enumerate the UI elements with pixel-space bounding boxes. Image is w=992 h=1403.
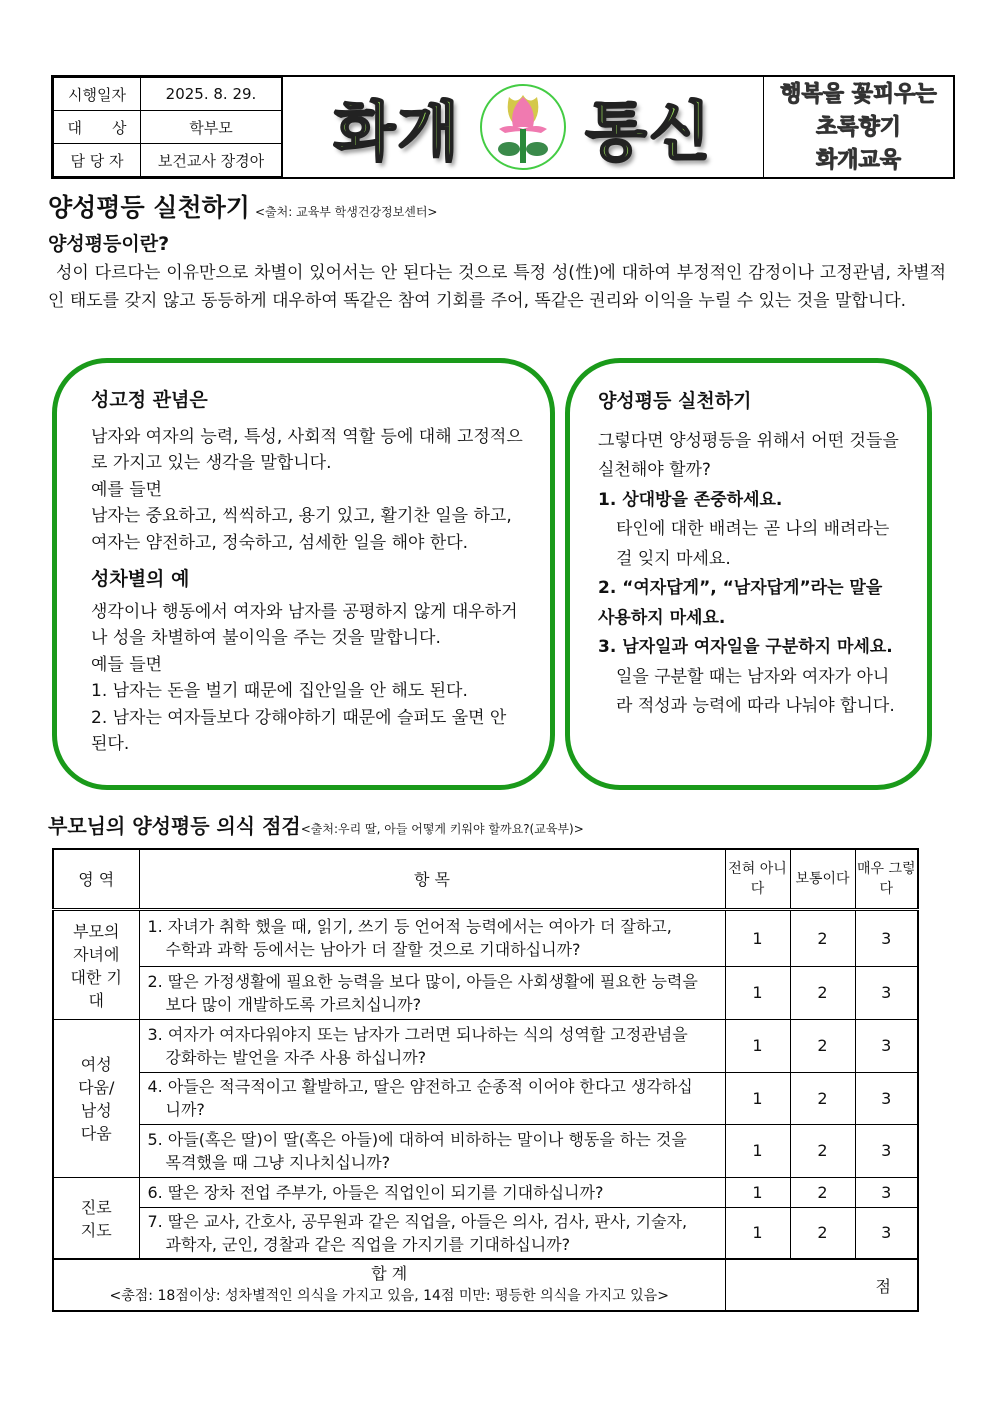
- item-cell: [139, 1124, 725, 1177]
- score-3[interactable]: 3: [855, 909, 918, 966]
- table-row: [53, 909, 918, 966]
- total-note: <총점: 18점이상: 성차별적인 의식을 가지고 있음, 14점 미만: 평등한 의식을 가지고 있음>: [109, 1288, 669, 1304]
- item-text: 2. 딸은 가정생활에 필요한 능력을 보다 많이, 아들은 사회생활에 필요한 능력을: [147, 971, 698, 991]
- score-2[interactable]: 2: [790, 1019, 855, 1072]
- score-3[interactable]: 3: [855, 1124, 918, 1177]
- title-left: 화개: [333, 96, 461, 170]
- info-table: [53, 77, 282, 177]
- checklist-table: [52, 848, 919, 1312]
- table-row: [53, 966, 918, 1019]
- list-item: 2. “여자답게”, “남자답게”라는 말을 사용하지 마세요.: [598, 578, 883, 628]
- score-1[interactable]: 1: [725, 1072, 790, 1124]
- item-text: 강화하는 발언을 자주 사용 하십니까?: [165, 1047, 427, 1067]
- page-title: 양성평등 실천하기: [48, 193, 250, 222]
- score-3[interactable]: 3: [855, 1072, 918, 1124]
- box-text: 예들 들면: [91, 654, 163, 675]
- area-cell: 진로 지도: [53, 1177, 139, 1259]
- score-1[interactable]: 1: [725, 1124, 790, 1177]
- box-text: 예를 들면: [91, 479, 163, 500]
- table-row: [53, 1072, 918, 1124]
- score-3[interactable]: 3: [855, 1177, 918, 1207]
- item-text: 보다 많이 개발하도록 가르치십니까?: [165, 994, 422, 1014]
- table-row: [53, 1019, 918, 1072]
- table-row: [53, 1177, 918, 1207]
- header-cell: 항 목: [139, 849, 725, 909]
- list-item: 1. 남자는 돈을 벌기 때문에 집안일을 안 해도 된다.: [91, 681, 468, 701]
- box-heading: 성고정 관념은: [91, 389, 208, 411]
- area-cell: 여성 다움/ 남성 다움: [53, 1019, 139, 1177]
- score-2[interactable]: 2: [790, 1124, 855, 1177]
- box-heading: 성차별의 예: [91, 568, 190, 590]
- item-cell: [139, 909, 725, 966]
- item-text: 목격했을 때 그냥 지나치십니까?: [165, 1152, 391, 1172]
- slogan-line: 화개교육: [815, 147, 901, 173]
- brand-title: [282, 77, 764, 177]
- item-text: 1. 자녀가 취학 했을 때, 읽기, 쓰기 등 언어적 능력에서는 여아가 더 잘하고,: [147, 917, 672, 936]
- score-2[interactable]: 2: [790, 1072, 855, 1124]
- total-cell: [53, 1259, 725, 1311]
- definition-paragraph: 성이 다르다는 이유만으로 차별이 있어서는 안 된다는 것으로 특정 성(性)에 대하여 부정적인 감정이나 고정관념, 차별적인 태도를 갖지 않고 동등하게 대우하여 똑같은 참여 기회를 주어, 똑같은 권리와 이익을 누릴 수 있는 것을 말합니다.: [48, 263, 946, 311]
- total-score[interactable]: 점: [725, 1259, 918, 1311]
- header-cell: 영 역: [53, 849, 139, 909]
- score-1[interactable]: 1: [725, 966, 790, 1019]
- score-3[interactable]: 3: [855, 1019, 918, 1072]
- item-text: 니까?: [165, 1100, 205, 1119]
- slogan-line: 초록향기: [815, 114, 901, 140]
- item-text: 5. 아들(혹은 딸)이 딸(혹은 아들)에 대하여 비하하는 말이나 행동을 하는 것을: [147, 1129, 687, 1149]
- section2-title: [48, 810, 584, 839]
- score-2[interactable]: 2: [790, 909, 855, 966]
- item-cell: [139, 1207, 725, 1259]
- header-cell: 전혀 아니다: [725, 849, 790, 909]
- title-right: 통신: [585, 96, 713, 170]
- info-label: 담 당 자: [54, 144, 141, 177]
- subtitle: 양성평등이란?: [48, 233, 170, 255]
- total-row: [53, 1259, 918, 1311]
- info-value: 보건교사 장경아: [141, 144, 282, 177]
- score-3[interactable]: 3: [855, 1207, 918, 1259]
- item-text: 과학자, 군인, 경찰과 같은 직업을 가지기를 기대하십니까?: [165, 1234, 571, 1254]
- score-3[interactable]: 3: [855, 966, 918, 1019]
- score-1[interactable]: 1: [725, 1177, 790, 1207]
- section-heading: 부모님의 양성평등 의식 점검: [48, 814, 301, 838]
- box-text: 남자와 여자의 능력, 특성, 사회적 역할 등에 대해 고정적으로 가지고 있는 생각을 말합니다.: [91, 426, 523, 473]
- header-cell: 보통이다: [790, 849, 855, 909]
- box-text: 그렇다면 양성평등을 위해서 어떤 것들을 실천해야 할까?: [598, 430, 899, 480]
- slogan-line: 행복을 꽃피우는: [780, 81, 937, 107]
- flower-logo-icon: [479, 83, 567, 171]
- item-cell: [139, 1072, 725, 1124]
- stereotype-box: [52, 358, 555, 790]
- score-1[interactable]: 1: [725, 1207, 790, 1259]
- source-note: <출처:우리 딸, 아들 어떻게 키워야 할까요?(교육부)>: [300, 822, 584, 836]
- table-row: [53, 1207, 918, 1259]
- info-value: 2025. 8. 29.: [141, 78, 282, 111]
- item-text: 7. 딸은 교사, 간호사, 공무원과 같은 직업을, 아들은 의사, 검사, 판사, 기술자,: [147, 1211, 688, 1231]
- table-row: [53, 1124, 918, 1177]
- list-item: 3. 남자일과 여자일을 구분하지 마세요.: [598, 637, 893, 657]
- score-1[interactable]: 1: [725, 1019, 790, 1072]
- box-text: 생각이나 행동에서 여자와 남자를 공평하지 않게 대우하거나 성을 차별하여 불이익을 주는 것을 말합니다.: [91, 601, 518, 648]
- slogan: [764, 77, 953, 177]
- list-item: 2. 남자는 여자들보다 강해야하기 때문에 슬퍼도 울면 안 된다.: [91, 707, 507, 754]
- newsletter-header: [51, 75, 955, 179]
- info-value: 학부모: [141, 111, 282, 144]
- source-note: <출처: 교육부 학생건강정보센터>: [255, 205, 438, 219]
- info-label: 시행일자: [54, 78, 141, 111]
- score-2[interactable]: 2: [790, 966, 855, 1019]
- box-text: 타인에 대한 배려는 곧 나의 배려라는 걸 잊지 마세요.: [616, 519, 890, 569]
- item-text: 수학과 과학 등에서는 남아가 더 잘할 것으로 기대하십니까?: [165, 940, 581, 959]
- score-1[interactable]: 1: [725, 909, 790, 966]
- box-text: 여자는 얌전하고, 정숙하고, 섬세한 일을 해야 한다.: [91, 532, 469, 553]
- box-heading: 양성평등 실천하기: [598, 390, 752, 412]
- item-text: 3. 여자가 여자다워야지 또는 남자가 그러면 되나하는 식의 성역할 고정관념을: [147, 1024, 688, 1044]
- practice-box: [565, 358, 932, 790]
- item-cell: [139, 966, 725, 1019]
- list-item: 1. 상대방을 존중하세요.: [598, 489, 783, 510]
- area-cell: 부모의 자녀에 대한 기대: [53, 909, 139, 1019]
- section-title: [48, 188, 437, 224]
- total-label: 합 계: [371, 1264, 408, 1283]
- box-text: 남자는 중요하고, 씩씩하고, 용기 있고, 활기찬 일을 하고,: [91, 506, 512, 526]
- item-cell: [139, 1019, 725, 1072]
- box-text: 일을 구분할 때는 남자와 여자가 아니라 적성과 능력에 따라 나눠야 합니다.: [616, 666, 895, 716]
- item-text: 6. 딸은 장차 전업 주부가, 아들은 직업인이 되기를 기대하십니까?: [147, 1182, 604, 1202]
- item-text: 4. 아들은 적극적이고 활발하고, 딸은 얌전하고 순종적 이어야 한다고 생각하십: [147, 1077, 693, 1096]
- score-2[interactable]: 2: [790, 1207, 855, 1259]
- header-cell: 매우 그렇다: [855, 849, 918, 909]
- item-cell: [139, 1177, 725, 1207]
- score-2[interactable]: 2: [790, 1177, 855, 1207]
- info-label: 대 상: [54, 111, 141, 144]
